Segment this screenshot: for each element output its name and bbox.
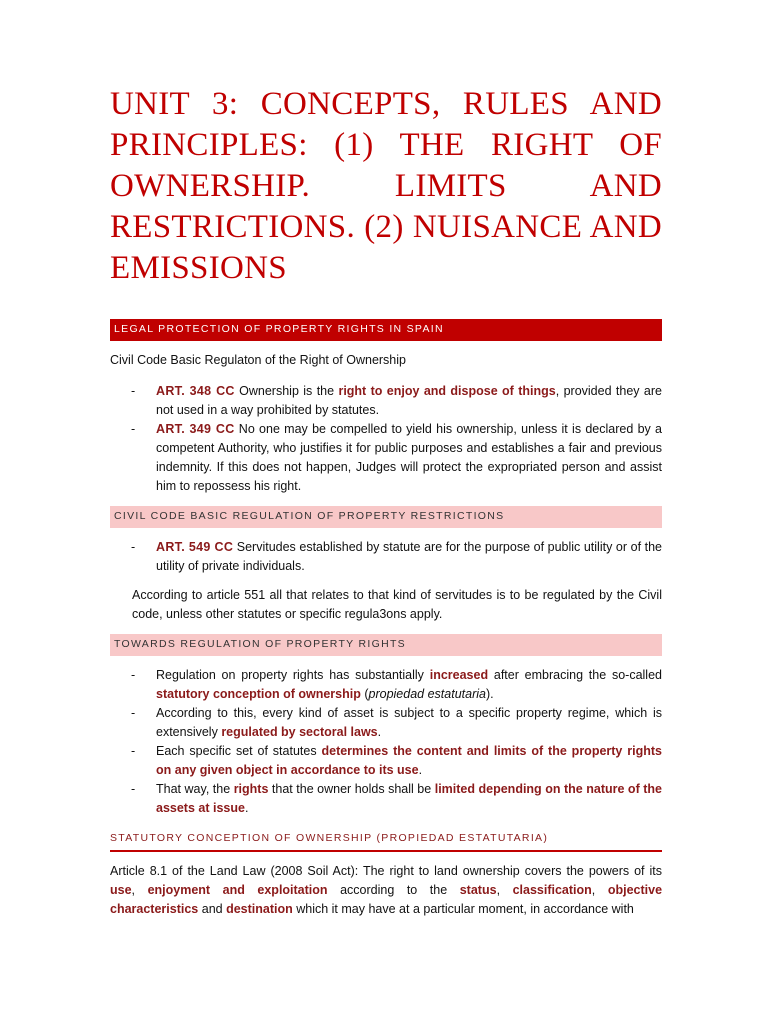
text-run: That way, the [156,782,234,796]
section-heading-legal-protection: LEGAL PROTECTION OF PROPERTY RIGHTS IN SPAIN [110,319,662,341]
text-run: ( [360,687,369,701]
text-run: . [244,801,249,815]
highlight-text: limited depending on the nature of the assets at issue [156,782,662,815]
highlight-text: right to enjoy and dispose of things [338,384,556,398]
section-heading-property-restrictions: CIVIL CODE BASIC REGULATION OF PROPERTY RESTRICTIONS [110,506,662,528]
text-run: According to this, every kind of asset is subject to a specific property regime, which is extensively [156,706,662,739]
highlight-text: status [459,883,497,897]
text-run: , [591,883,608,897]
highlight-text: enjoyment and exploitation [147,883,328,897]
text-run: , [496,883,513,897]
text-run: Regulation on property rights has substantially [156,668,430,682]
text-run: . [418,763,423,777]
article-list [110,538,662,576]
text-run: Ownership is the [234,384,339,398]
highlight-text: statutory conception of ownership [156,687,361,701]
text-run: after embracing the so-called [488,668,662,682]
text-run: No one may be compelled to yield his ownership, unless it is declared by a competent Authority, who justifies it for public purposes and establishes a fair and previous indemnity. If this does not happen, Judges will protect the expropriated person and assist him to repossess his right. [156,422,662,493]
list-item [110,742,662,780]
text-run: Servitudes established by statute are for the purpose of public utility or of the utility of private individuals. [156,540,662,573]
list-item-art-549 [110,538,662,576]
list-item [110,780,662,818]
text-run: , [131,883,148,897]
highlight-text: classification [512,883,592,897]
text-run: which it may have at a particular moment, in accordance with [292,902,634,916]
text-run: Article 8.1 of the Land Law (2008 Soil Act): The right to land ownership covers the powers of its [110,864,662,878]
highlight-text: regulated by sectoral laws [221,725,378,739]
text-run: that the owner holds shall be [268,782,435,796]
land-law-paragraph [110,862,662,919]
highlight-text: use [110,883,132,897]
text-run: according to the [327,883,460,897]
list-item [110,666,662,704]
page-title: UNIT 3: CONCEPTS, RULES AND PRINCIPLES: (1) THE RIGHT OF OWNERSHIP. LIMITS AND RESTRICTIONS. (2) NUISANCE AND EMISSIONS [110,86,662,286]
text-run: , provided they are not used in a way prohibited by statutes. [156,384,662,417]
highlight-text: rights [233,782,269,796]
article-ref: ART. 349 CC [156,422,235,436]
highlight-text: increased [429,668,489,682]
text-run: Each specific set of statutes [156,744,322,758]
list-item-art-349 [110,420,662,496]
list-item [110,704,662,742]
italic-term: propiedad estatutaria [368,687,486,701]
text-run: . [377,725,382,739]
list-item-art-348 [110,382,662,420]
highlight-text: destination [226,902,293,916]
text-run: ). [485,687,494,701]
section-heading-towards-regulation: TOWARDS REGULATION OF PROPERTY RIGHTS [110,634,662,656]
section-intro: Civil Code Basic Regulaton of the Right of Ownership [110,353,406,367]
article-list [110,382,662,496]
article-551-paragraph: According to article 551 all that relates to that kind of servitudes is to be regulated by the Civil code, unless other statutes or specific regula3ons apply. [132,588,662,621]
text-run: and [198,902,227,916]
bullet-list [110,666,662,818]
document-page [110,84,662,929]
section-heading-statutory-conception: STATUTORY CONCEPTION OF OWNERSHIP (PROPIEDAD ESTATUTARIA) [110,828,662,852]
highlight-text: determines the content and limits of the property rights on any given object in accordance to its use [156,744,662,777]
article-ref: ART. 348 CC [156,384,235,398]
article-ref: ART. 549 CC [156,540,234,554]
highlight-text: objective characteristics [110,883,663,916]
